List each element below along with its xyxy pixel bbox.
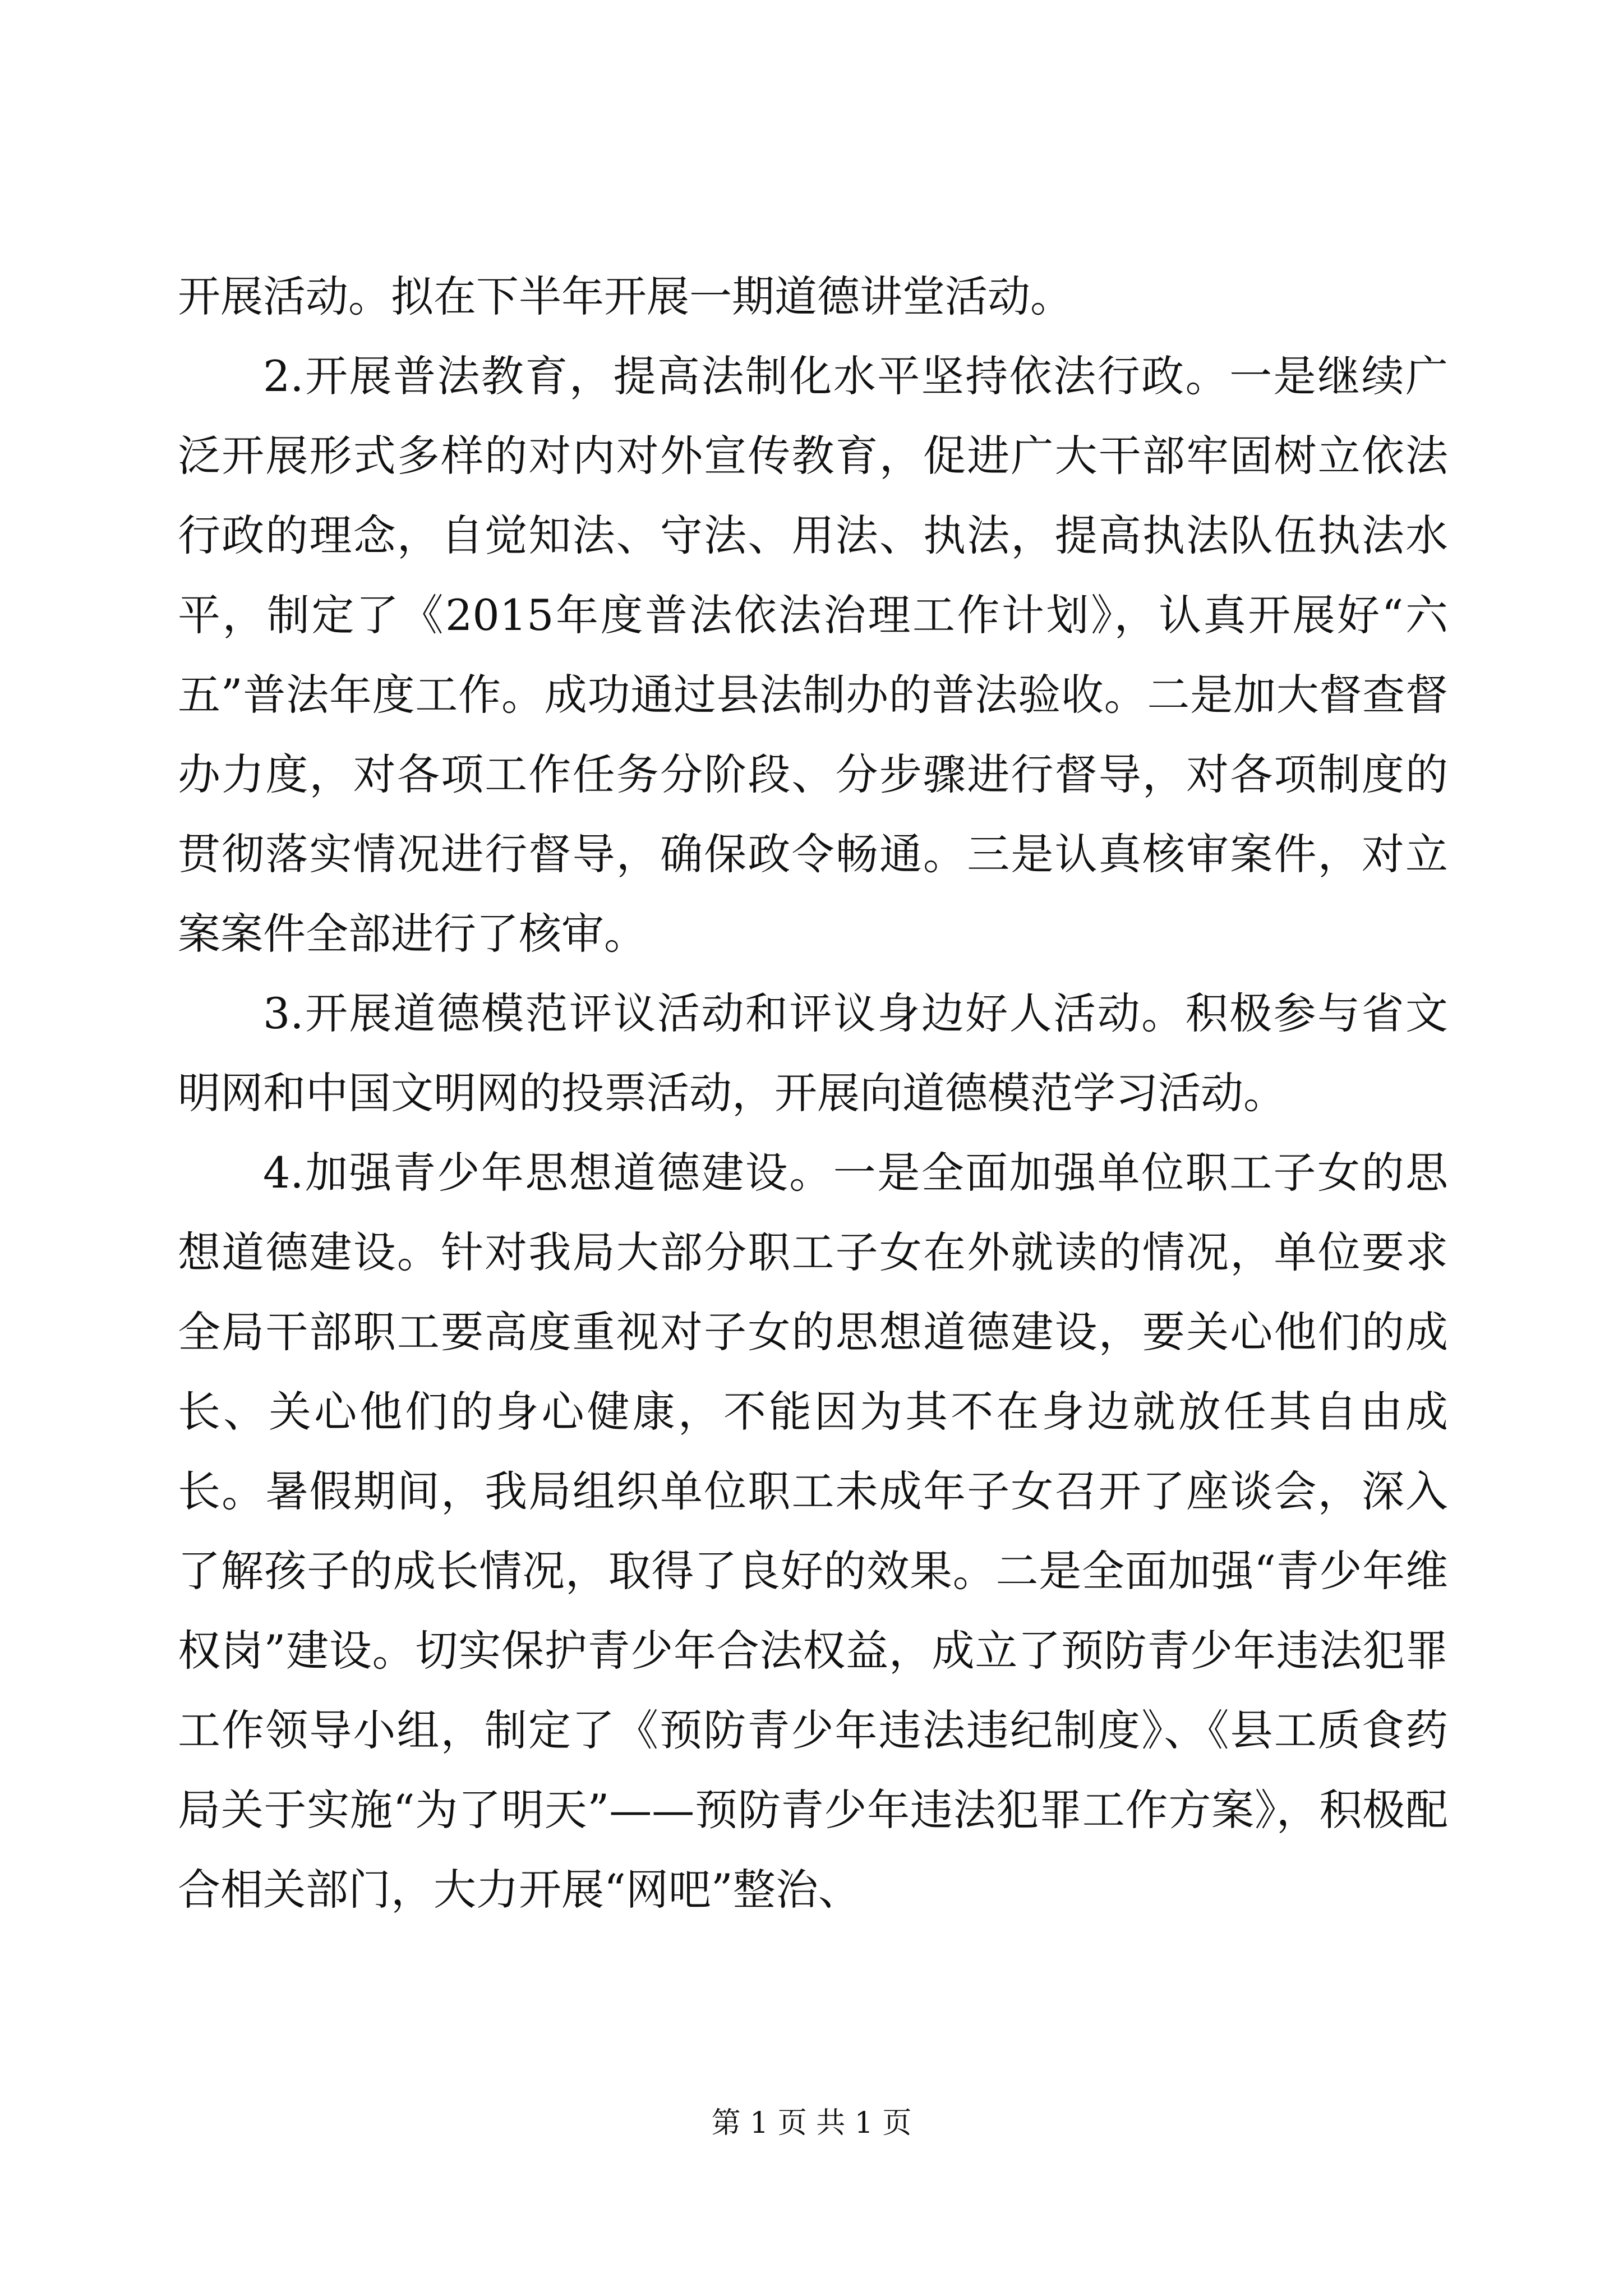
paragraph-item-2: 2.开展普法教育，提高法制化水平坚持依法行政。一是继续广泛开展形式多样的对内对外宣传教育，促进广大干部牢固树立依法行政的理念，自觉知法、守法、用法、执法，提高执法队伍执法水平，制定了《2015年度普法依法治理工作计划》，认真开展好“六五”普法年度工作。成功通过县法制办的普法验收。二是加大督查督办力度，对各项工作任务分阶段、分步骤进行督导，对各项制度的贯彻落实情况进行督导，确保政令畅通。三是认真核审案件，对立案案件全部进行了核审。 (178, 351, 1448, 959)
paragraph-item-4: 4.加强青少年思想道德建设。一是全面加强单位职工子女的思想道德建设。针对我局大部分职工子女在外就读的情况，单位要求全局干部职工要高度重视对子女的思想道德建设，要关心他们的成长、关心他们的身心健康，不能因为其不在身边就放任其自由成长。暑假期间，我局组织单位职工未成年子女召开了座谈会，深入了解孩子的成长情况，取得了良好的效果。二是全面加强“青少年维权岗”建设。切实保护青少年合法权益，成立了预防青少年违法犯罪工作领导小组，制定了《预防青少年违法违纪制度》、《县工质食药局关于实施“为了明天”——预防青少年违法犯罪工作方案》，积极配合相关部门，大力开展“网吧”整治、 (178, 1148, 1448, 1915)
paragraph-item-3: 3.开展道德模范评议活动和评议身边好人活动。积极参与省文明网和中国文明网的投票活动，开展向道德模范学习活动。 (178, 988, 1448, 1118)
paragraph-continuation: 开展活动。拟在下半年开展一期道德讲堂活动。 (178, 272, 1073, 321)
document-body (178, 257, 1448, 1930)
page-number-footer: 第 1 页 共 1 页 (711, 2106, 912, 2140)
